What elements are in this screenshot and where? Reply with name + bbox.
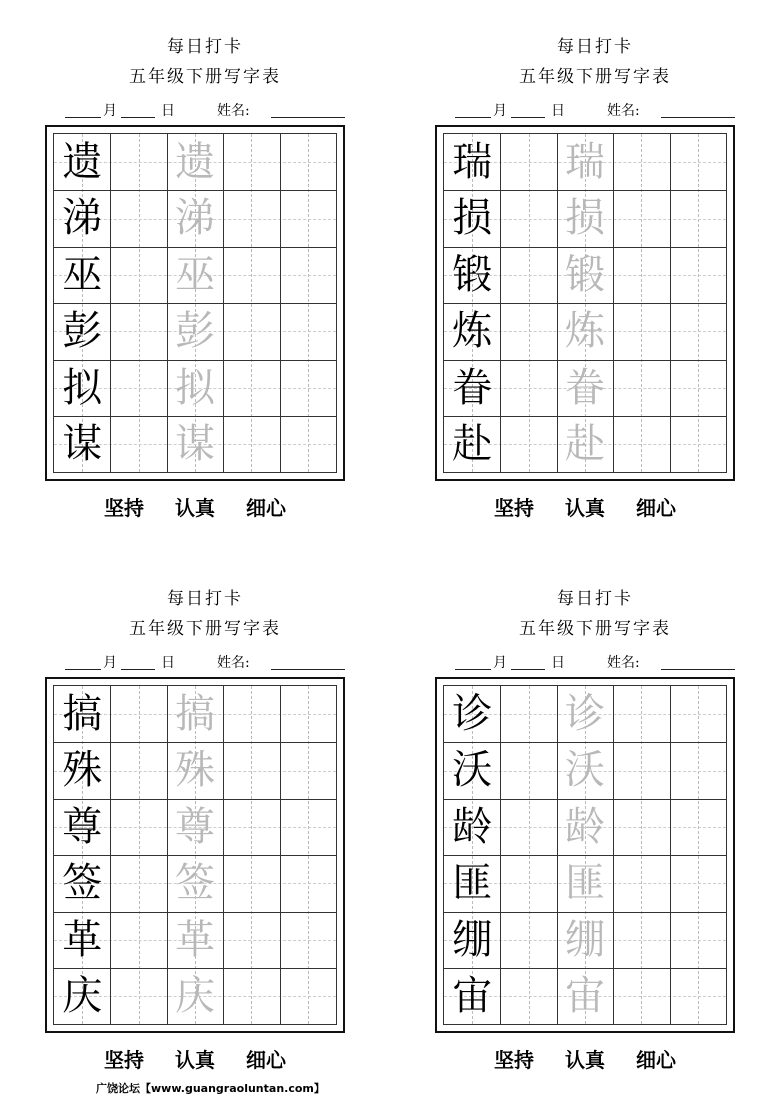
card-title: 每日打卡 xyxy=(167,37,243,57)
footer-watermark: 广饶论坛【www.guangraoluntan.com】 xyxy=(96,1082,325,1095)
writing-cell[interactable] xyxy=(500,855,556,911)
practice-row xyxy=(54,686,336,742)
writing-cell[interactable] xyxy=(223,134,279,190)
writing-cell[interactable] xyxy=(613,303,669,359)
motto xyxy=(435,1044,735,1073)
writing-cell[interactable] xyxy=(280,968,336,1024)
writing-cell[interactable] xyxy=(223,247,279,303)
writing-cell[interactable] xyxy=(613,968,669,1024)
practice-row xyxy=(54,190,336,246)
name-blank[interactable] xyxy=(271,117,345,118)
writing-cell[interactable] xyxy=(223,686,279,742)
model-character: 眷 xyxy=(452,364,493,411)
practice-row xyxy=(444,686,726,742)
motto xyxy=(45,1044,345,1073)
writing-grid xyxy=(53,133,337,473)
motto-word: 认真 xyxy=(565,496,605,520)
practice-row xyxy=(54,912,336,968)
name-label: 姓名: xyxy=(607,103,640,119)
motto-word: 坚持 xyxy=(494,1048,535,1072)
writing-cell[interactable] xyxy=(613,912,669,968)
practice-row xyxy=(54,416,336,472)
writing-cell[interactable] xyxy=(613,855,669,911)
writing-cell[interactable] xyxy=(670,912,726,968)
motto-word: 细心 xyxy=(245,1048,286,1072)
day-label: 日 xyxy=(551,655,565,671)
practice-row xyxy=(444,742,726,798)
writing-cell[interactable] xyxy=(500,360,556,416)
trace-character: 绷 xyxy=(564,916,605,963)
practice-row xyxy=(444,247,726,303)
writing-cell[interactable] xyxy=(223,303,279,359)
writing-cell[interactable] xyxy=(280,303,336,359)
writing-cell[interactable] xyxy=(110,134,166,190)
writing-cell[interactable] xyxy=(223,799,279,855)
month-blank[interactable] xyxy=(65,117,101,118)
name-blank[interactable] xyxy=(661,117,735,118)
motto-word: 细心 xyxy=(245,496,286,520)
writing-cell[interactable] xyxy=(223,742,279,798)
writing-cell[interactable] xyxy=(110,912,166,968)
model-character: 涕 xyxy=(62,195,103,242)
writing-cell[interactable] xyxy=(500,686,556,742)
writing-cell[interactable] xyxy=(110,247,166,303)
model-character: 宙 xyxy=(452,973,493,1019)
day-label: 日 xyxy=(161,103,175,119)
model-character: 遗 xyxy=(62,139,103,185)
model-character: 巫 xyxy=(62,251,103,298)
card-title: 每日打卡 xyxy=(167,589,243,609)
practice-card xyxy=(435,552,755,1072)
card-subtitle: 五年级下册写字表 xyxy=(519,619,671,639)
writing-cell[interactable] xyxy=(110,303,166,359)
trace-character: 龄 xyxy=(564,803,605,850)
motto-word: 细心 xyxy=(635,496,676,520)
writing-cell[interactable] xyxy=(110,360,166,416)
practice-row xyxy=(444,416,726,472)
writing-cell[interactable] xyxy=(670,855,726,911)
writing-cell[interactable] xyxy=(670,686,726,742)
practice-row xyxy=(444,855,726,911)
writing-cell[interactable] xyxy=(280,134,336,190)
writing-cell[interactable] xyxy=(613,742,669,798)
writing-cell[interactable] xyxy=(670,416,726,472)
writing-cell[interactable] xyxy=(110,742,166,798)
writing-cell[interactable] xyxy=(223,855,279,911)
model-character: 殊 xyxy=(62,747,103,794)
name-blank[interactable] xyxy=(271,669,345,670)
practice-card xyxy=(45,552,365,1072)
day-label: 日 xyxy=(551,103,565,119)
writing-cell[interactable] xyxy=(500,799,556,855)
writing-cell[interactable] xyxy=(670,968,726,1024)
month-blank[interactable] xyxy=(65,669,101,670)
model-character: 锻 xyxy=(452,251,493,298)
writing-cell[interactable] xyxy=(223,968,279,1024)
model-character: 龄 xyxy=(452,803,493,850)
model-character: 革 xyxy=(62,916,103,963)
writing-grid xyxy=(443,685,727,1025)
motto-word: 坚持 xyxy=(104,1048,145,1072)
model-character: 搞 xyxy=(62,691,103,737)
day-label: 日 xyxy=(161,655,175,671)
writing-cell[interactable] xyxy=(280,742,336,798)
card-title: 每日打卡 xyxy=(557,589,633,609)
trace-character: 拟 xyxy=(174,364,215,411)
writing-cell[interactable] xyxy=(223,912,279,968)
writing-frame xyxy=(45,677,345,1033)
motto xyxy=(435,492,735,521)
model-character: 沃 xyxy=(452,747,493,794)
writing-cell[interactable] xyxy=(613,686,669,742)
motto xyxy=(45,492,345,521)
date-name-row xyxy=(65,652,355,672)
practice-row xyxy=(54,247,336,303)
writing-cell[interactable] xyxy=(110,416,166,472)
writing-cell[interactable] xyxy=(280,686,336,742)
day-blank[interactable] xyxy=(121,669,155,670)
trace-character: 巫 xyxy=(174,251,215,298)
model-character: 炼 xyxy=(452,308,493,355)
writing-cell[interactable] xyxy=(500,742,556,798)
date-name-row xyxy=(455,100,745,120)
writing-cell[interactable] xyxy=(670,134,726,190)
practice-card xyxy=(435,0,755,520)
trace-character: 炼 xyxy=(564,308,605,355)
date-name-row xyxy=(65,100,355,120)
month-blank[interactable] xyxy=(455,117,491,118)
model-character: 尊 xyxy=(62,803,103,850)
month-label: 月 xyxy=(493,655,507,671)
trace-character: 眷 xyxy=(564,364,605,411)
practice-row xyxy=(54,360,336,416)
writing-cell[interactable] xyxy=(613,360,669,416)
model-character: 损 xyxy=(452,195,493,242)
trace-character: 沃 xyxy=(564,747,605,794)
trace-character: 谋 xyxy=(174,421,215,467)
writing-cell[interactable] xyxy=(613,134,669,190)
practice-row xyxy=(54,742,336,798)
card-subtitle: 五年级下册写字表 xyxy=(129,67,281,87)
practice-row xyxy=(444,968,726,1024)
month-label: 月 xyxy=(493,103,507,119)
writing-cell[interactable] xyxy=(613,416,669,472)
writing-cell[interactable] xyxy=(500,190,556,246)
card-subtitle: 五年级下册写字表 xyxy=(519,67,671,87)
trace-character: 瑞 xyxy=(564,139,605,185)
trace-character: 宙 xyxy=(564,973,605,1019)
writing-cell[interactable] xyxy=(110,799,166,855)
model-character: 匪 xyxy=(452,860,493,907)
practice-row xyxy=(444,799,726,855)
practice-row xyxy=(54,303,336,359)
trace-character: 签 xyxy=(174,860,215,907)
writing-cell[interactable] xyxy=(500,968,556,1024)
writing-cell[interactable] xyxy=(223,416,279,472)
name-label: 姓名: xyxy=(217,103,250,119)
practice-row xyxy=(444,190,726,246)
card-title: 每日打卡 xyxy=(557,37,633,57)
name-blank[interactable] xyxy=(661,669,735,670)
writing-cell[interactable] xyxy=(670,742,726,798)
date-name-row xyxy=(455,652,745,672)
trace-character: 遗 xyxy=(174,139,215,185)
trace-character: 革 xyxy=(174,916,215,963)
writing-cell[interactable] xyxy=(280,799,336,855)
writing-cell[interactable] xyxy=(500,134,556,190)
writing-cell[interactable] xyxy=(110,968,166,1024)
trace-character: 损 xyxy=(564,195,605,242)
practice-row xyxy=(444,912,726,968)
motto-word: 认真 xyxy=(175,496,215,520)
trace-character: 赴 xyxy=(564,421,605,467)
writing-cell[interactable] xyxy=(613,247,669,303)
writing-grid xyxy=(443,133,727,473)
model-character: 赴 xyxy=(452,421,493,467)
writing-cell[interactable] xyxy=(280,855,336,911)
practice-row xyxy=(54,968,336,1024)
writing-grid xyxy=(53,685,337,1025)
motto-word: 细心 xyxy=(635,1048,676,1072)
writing-frame xyxy=(45,125,345,481)
day-blank[interactable] xyxy=(121,117,155,118)
day-blank[interactable] xyxy=(511,117,545,118)
trace-character: 搞 xyxy=(174,691,215,737)
writing-cell[interactable] xyxy=(613,799,669,855)
trace-character: 庆 xyxy=(174,973,215,1019)
day-blank[interactable] xyxy=(511,669,545,670)
writing-cell[interactable] xyxy=(500,912,556,968)
trace-character: 殊 xyxy=(174,747,215,794)
practice-row xyxy=(444,134,726,190)
practice-row xyxy=(54,855,336,911)
trace-character: 尊 xyxy=(174,803,215,850)
writing-cell[interactable] xyxy=(670,247,726,303)
writing-cell[interactable] xyxy=(613,190,669,246)
practice-row xyxy=(444,360,726,416)
practice-row xyxy=(54,134,336,190)
writing-frame xyxy=(435,125,735,481)
motto-word: 认真 xyxy=(565,1048,605,1072)
writing-cell[interactable] xyxy=(110,686,166,742)
model-character: 诊 xyxy=(452,691,493,737)
model-character: 绷 xyxy=(452,916,493,963)
writing-cell[interactable] xyxy=(500,247,556,303)
writing-cell[interactable] xyxy=(500,303,556,359)
trace-character: 锻 xyxy=(564,251,605,298)
month-label: 月 xyxy=(103,103,117,119)
model-character: 签 xyxy=(62,860,103,907)
writing-cell[interactable] xyxy=(223,360,279,416)
motto-word: 坚持 xyxy=(104,496,145,520)
writing-cell[interactable] xyxy=(500,416,556,472)
month-blank[interactable] xyxy=(455,669,491,670)
writing-cell[interactable] xyxy=(280,247,336,303)
motto-word: 认真 xyxy=(175,1048,215,1072)
practice-card xyxy=(45,0,365,520)
model-character: 谋 xyxy=(62,421,103,467)
name-label: 姓名: xyxy=(217,655,250,671)
model-character: 瑞 xyxy=(452,139,493,185)
card-subtitle: 五年级下册写字表 xyxy=(129,619,281,639)
practice-row xyxy=(54,799,336,855)
writing-cell[interactable] xyxy=(670,799,726,855)
writing-cell[interactable] xyxy=(280,416,336,472)
writing-cell[interactable] xyxy=(280,190,336,246)
writing-cell[interactable] xyxy=(670,303,726,359)
writing-cell[interactable] xyxy=(110,855,166,911)
trace-character: 诊 xyxy=(564,691,605,737)
writing-cell[interactable] xyxy=(670,190,726,246)
motto-word: 坚持 xyxy=(494,496,535,520)
writing-frame xyxy=(435,677,735,1033)
writing-cell[interactable] xyxy=(280,912,336,968)
month-label: 月 xyxy=(103,655,117,671)
practice-row xyxy=(444,303,726,359)
model-character: 拟 xyxy=(62,364,103,411)
model-character: 庆 xyxy=(62,973,103,1019)
trace-character: 涕 xyxy=(174,195,215,242)
trace-character: 匪 xyxy=(564,860,605,907)
writing-cell[interactable] xyxy=(223,190,279,246)
writing-cell[interactable] xyxy=(280,360,336,416)
trace-character: 彭 xyxy=(174,308,215,355)
writing-cell[interactable] xyxy=(670,360,726,416)
writing-cell[interactable] xyxy=(110,190,166,246)
name-label: 姓名: xyxy=(607,655,640,671)
model-character: 彭 xyxy=(62,308,103,355)
